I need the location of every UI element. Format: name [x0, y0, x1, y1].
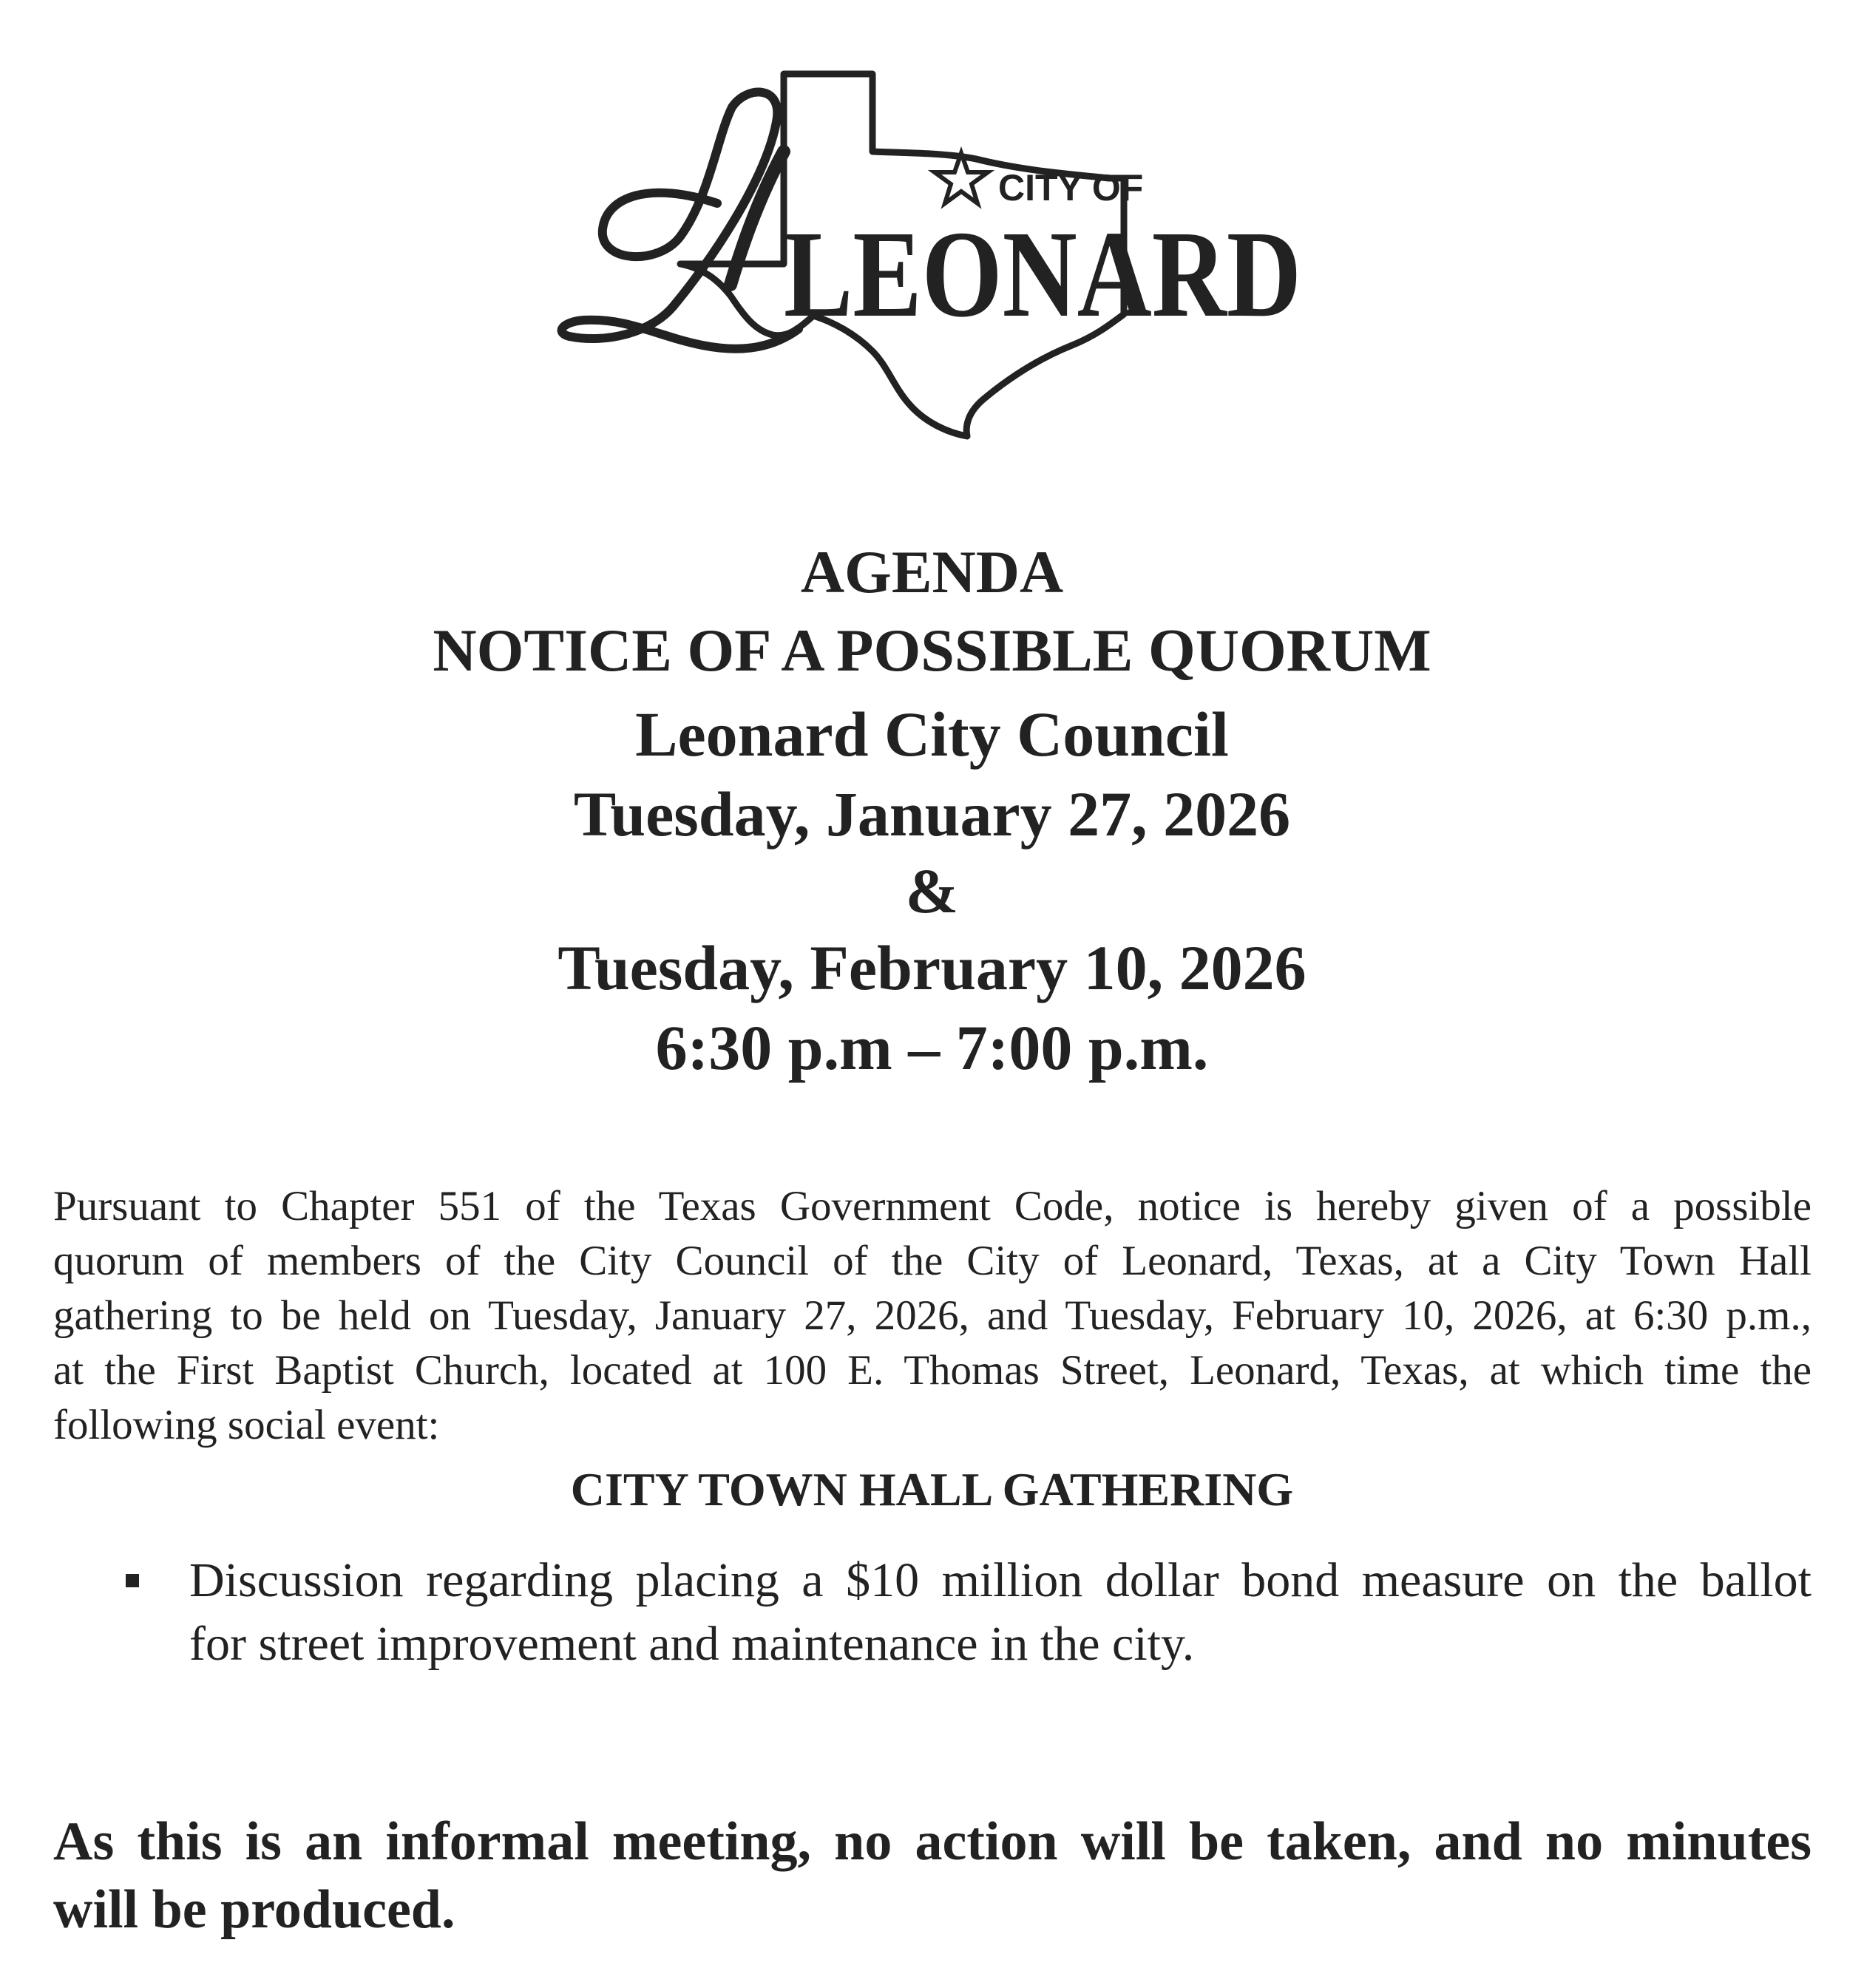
footer-note — [53, 1808, 1812, 1944]
intro-line: quorum of members of the City Council of the City of Leonard, Texas, at a City Town Hall — [53, 1238, 1812, 1284]
meeting-date-2: Tuesday, February 10, 2026 — [557, 932, 1307, 1003]
square-bullet-icon — [126, 1574, 139, 1587]
ampersand: & — [905, 855, 959, 926]
meeting-time: 6:30 p.m – 7:00 p.m. — [655, 1012, 1209, 1083]
agenda-item-line: for street improvement and maintenance in the city. — [189, 1617, 1195, 1671]
meeting-date-1: Tuesday, January 27, 2026 — [573, 778, 1291, 849]
agenda-item — [118, 1549, 1812, 1676]
city-of-leonard-logo — [562, 70, 1316, 440]
agenda-item-line: Discussion regarding placing a $10 million dollar bond measure on the ballot — [189, 1553, 1812, 1607]
footer-line: will be produced. — [53, 1879, 455, 1940]
council-name: Leonard City Council — [635, 699, 1229, 770]
agenda-item-list — [118, 1549, 1812, 1676]
logo-leonard: LEONARD — [784, 206, 1301, 343]
intro-line: Pursuant to Chapter 551 of the Texas Government Code, notice is hereby given of a possible — [53, 1183, 1812, 1229]
agenda-title: AGENDA — [800, 538, 1064, 605]
intro-line: gathering to be held on Tuesday, January 27, 2026, and Tuesday, February 10, 2026, at 6:30 p.m., — [53, 1292, 1812, 1339]
intro-paragraph — [53, 1179, 1812, 1453]
notice-title: NOTICE OF A POSSIBLE QUORUM — [433, 617, 1431, 684]
logo-city-of: CITY OF — [998, 167, 1144, 208]
section-title: CITY TOWN HALL GATHERING — [570, 1463, 1294, 1516]
meeting-heading — [0, 536, 1864, 1088]
intro-line: at the First Baptist Church, located at 100 E. Thomas Street, Leonard, Texas, at which time the — [53, 1347, 1812, 1394]
footer-line: As this is an informal meeting, no action will be taken, and no minutes — [53, 1811, 1812, 1872]
intro-line: following social event: — [53, 1402, 440, 1448]
